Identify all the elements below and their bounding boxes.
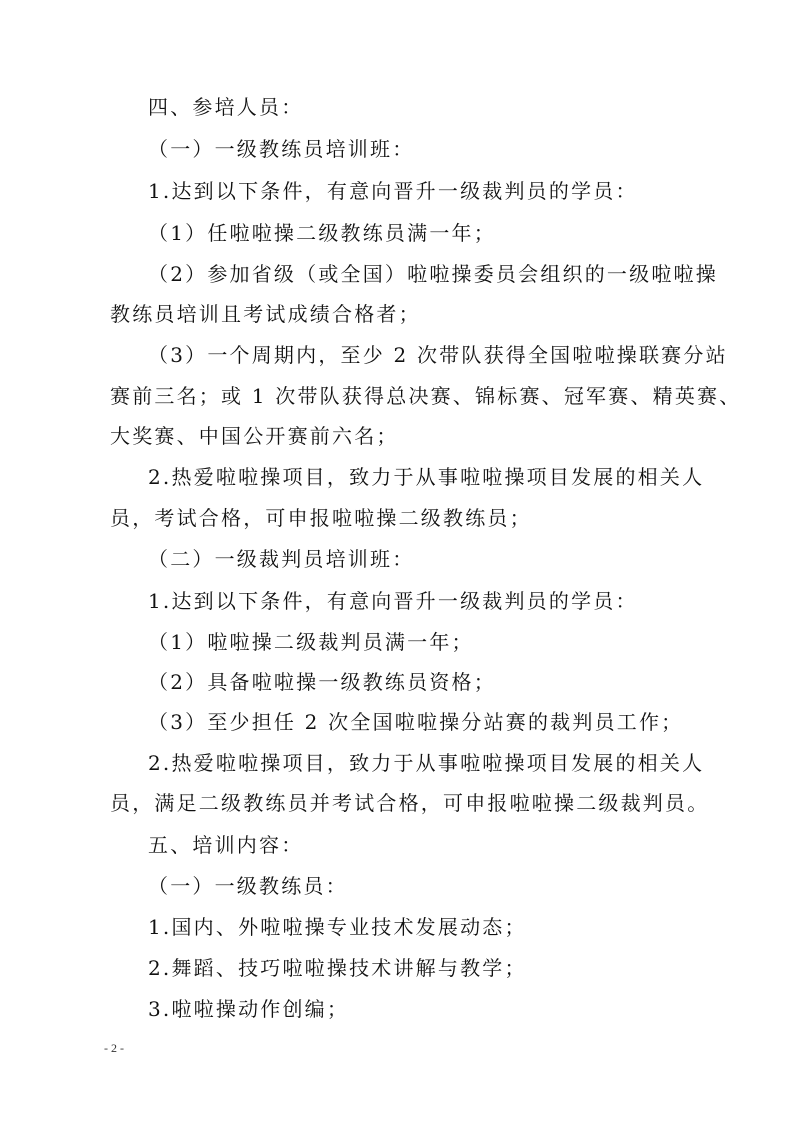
paragraph-line: 员，考试合格，可申报啦啦操二级教练员； [110, 506, 532, 530]
paragraph-line: （1）啦啦操二级裁判员满一年； [148, 630, 474, 654]
paragraph-line: （3）一个周期内，至少 2 次带队获得全国啦啦操联赛分站 [148, 343, 728, 367]
paragraph-line: 1.达到以下条件，有意向晋升一级裁判员的学员： [148, 179, 638, 203]
paragraph-line: 2.热爱啦啦操项目，致力于从事啦啦操项目发展的相关人 [148, 465, 705, 489]
paragraph-line: 1.达到以下条件，有意向晋升一级裁判员的学员： [148, 589, 638, 613]
paragraph-line: 大奖赛、中国公开赛前六名； [110, 424, 399, 448]
paragraph-line: （2）具备啦啦操一级教练员资格； [148, 670, 496, 694]
paragraph-line: 员，满足二级教练员并考试合格，可申报啦啦操二级裁判员。 [110, 791, 710, 815]
paragraph-line: 教练员培训且考试成绩合格者； [110, 302, 421, 326]
paragraph-line: （2）参加省级（或全国）啦啦操委员会组织的一级啦啦操 [148, 262, 718, 286]
subsection-heading-coach-class: （一）一级教练员培训班： [148, 137, 415, 161]
paragraph-line: （3）至少担任 2 次全国啦啦操分站赛的裁判员工作； [148, 710, 684, 734]
paragraph-line: 1.国内、外啦啦操专业技术发展动态； [148, 915, 527, 939]
subsection-heading-referee-class: （二）一级裁判员培训班： [148, 547, 415, 571]
paragraph-line: 2.舞蹈、技巧啦啦操技术讲解与教学； [148, 956, 527, 980]
paragraph-line: 3.啦啦操动作创编； [148, 997, 350, 1021]
paragraph-line: 赛前三名；或 1 次带队获得总决赛、锦标赛、冠军赛、精英赛、 [110, 384, 742, 408]
page-number: - 2 - [104, 1041, 124, 1055]
paragraph-line: （1）任啦啦操二级教练员满一年； [148, 221, 496, 245]
section-heading-training-content: 五、培训内容： [148, 833, 304, 857]
subsection-heading-coach: （一）一级教练员： [148, 874, 348, 898]
paragraph-line: 2.热爱啦啦操项目，致力于从事啦啦操项目发展的相关人 [148, 751, 705, 775]
section-heading-participants: 四、参培人员： [148, 95, 304, 119]
